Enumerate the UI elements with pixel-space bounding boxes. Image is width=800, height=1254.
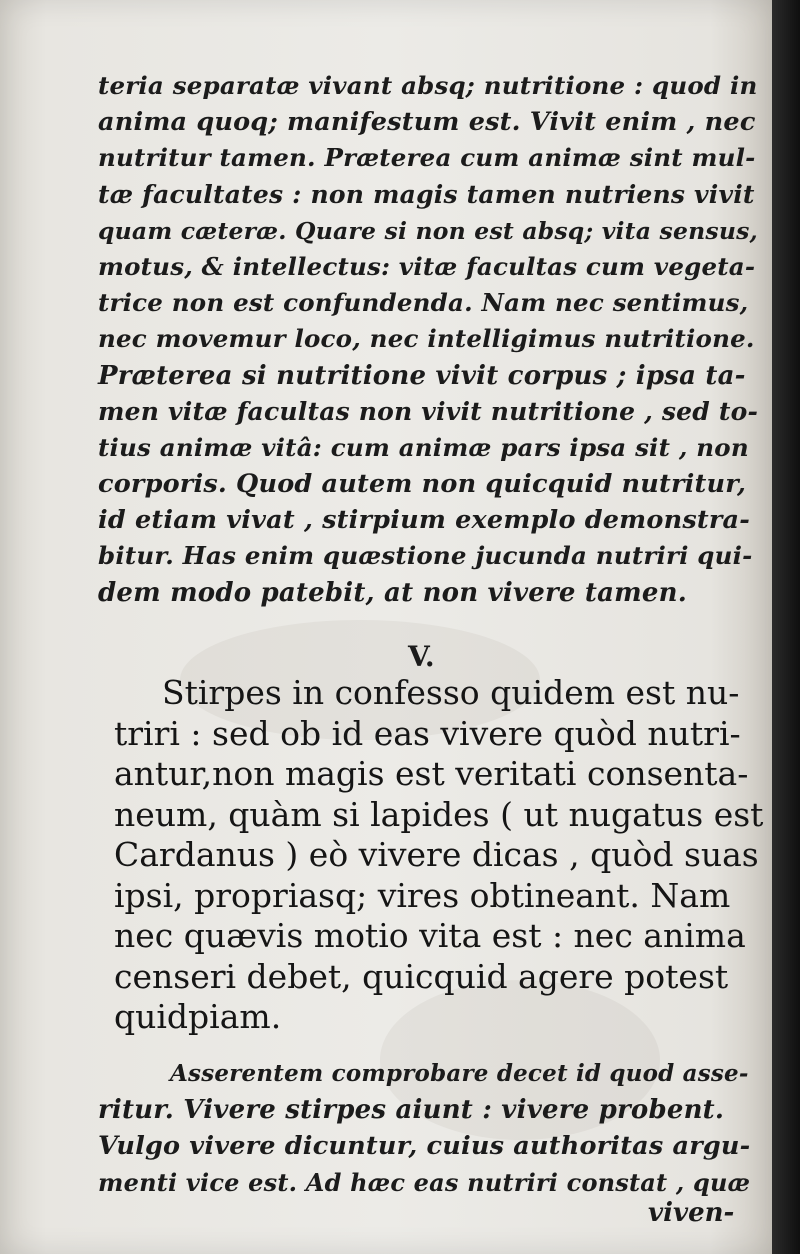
text-line: tius animæ vitâ: cum animæ pars ipsa sit , non (98, 432, 749, 462)
text-line: nec quævis motio vita est : nec anima (114, 916, 746, 955)
text-line: Vulgo vivere dicuntur, cuius authoritas argu- (98, 1131, 751, 1162)
text-line: ritur. Vivere stirpes aiunt : vivere probent. (98, 1095, 725, 1126)
italic-paragraph (98, 1056, 758, 1201)
text-line: Præterea si nutritione vivit corpus ; ipsa ta- (98, 360, 746, 391)
roman-paragraph (114, 673, 764, 1038)
page-edge-shadow (772, 0, 800, 1254)
text-line: men vitæ facultas non vivit nutritione , sed to- (98, 396, 759, 426)
text-line: Stirpes in confesso quidem est nu- (162, 673, 740, 712)
text-line: Cardanus ) eò vivere dicas , quòd suas (114, 835, 759, 874)
text-line: corporis. Quod autem non quicquid nutritur, (98, 469, 747, 500)
text-line: dem modo patebit, at non vivere tamen. (98, 577, 687, 608)
text-line: menti vice est. Ad hæc eas nutriri constat , quæ (98, 1167, 751, 1197)
text-line: id etiam vivat , stirpium exemplo demonstra- (98, 505, 750, 536)
text-line: censeri debet, quicquid agere potest (114, 956, 729, 996)
section-numeral: V. (408, 640, 435, 673)
text-line: bitur. Has enim quæstione jucunda nutriri qui- (98, 541, 753, 571)
text-line: neum, quàm si lapides ( ut nugatus est (114, 794, 764, 834)
text-line: nec movemur loco, nec intelligimus nutritione. (98, 324, 755, 354)
text-line: anima quoq; manifestum est. Vivit enim , nec (98, 107, 756, 138)
text-line: teria separatæ vivant absq; nutritione : quod in (98, 71, 758, 100)
text-line: nutritur tamen. Præterea cum animæ sint mul- (98, 143, 756, 173)
italic-paragraph (98, 68, 758, 611)
text-line: antur,non magis est veritati consenta- (114, 754, 749, 793)
text-line: ipsi, propriasq; vires obtineant. Nam (114, 875, 731, 915)
text-line: motus, & intellectus: vitæ facultas cum vegeta- (98, 251, 756, 281)
text-line: quidpiam. (114, 997, 282, 1036)
text-line: Asserentem comprobare decet id quod asse- (170, 1060, 749, 1087)
text-line: tæ facultates : non magis tamen nutriens vivit (98, 179, 755, 209)
text-line: quam cæteræ. Quare si non est absq; vita sensus, (98, 216, 758, 245)
catchword: viven- (648, 1198, 735, 1228)
text-line: trice non est confundenda. Nam nec sentimus, (98, 288, 749, 318)
text-line: triri : sed ob id eas vivere quòd nutri- (114, 713, 741, 753)
